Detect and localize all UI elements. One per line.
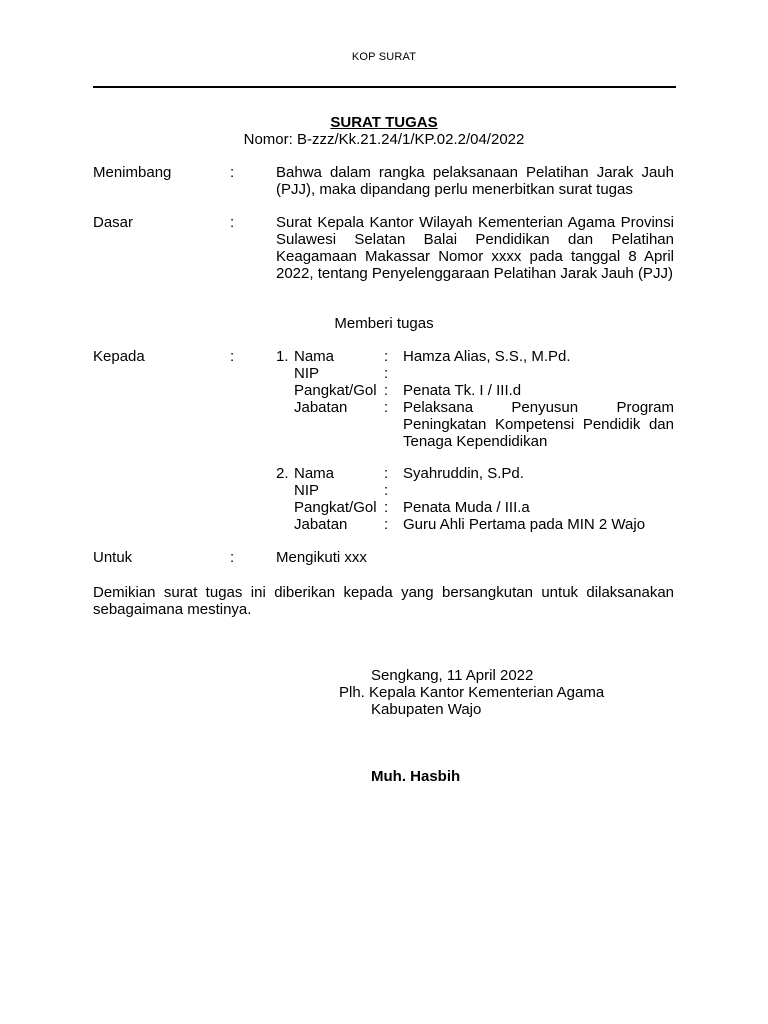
dasar-colon: : — [230, 214, 235, 231]
person-2-nip-label: NIP — [294, 482, 320, 499]
person-2-nama: Syahruddin, S.Pd. — [403, 465, 524, 482]
signature-position-line1: Plh. Kepala Kantor Kementerian Agama — [339, 684, 605, 701]
person-2-nama-label: Nama — [294, 465, 335, 482]
closing-paragraph: Demikian surat tugas ini diberikan kepada yang bersangkutan untuk dilaksanakan sebagaimana mestinya. — [93, 584, 674, 618]
person-1-nip-colon: : — [384, 365, 389, 382]
person-1-nama-colon: : — [384, 348, 389, 365]
menimbang-colon: : — [230, 164, 235, 181]
person-2-nip-colon: : — [384, 482, 389, 499]
kepada-label: Kepada — [93, 348, 145, 365]
person-1-nama-label: Nama — [294, 348, 335, 365]
person-1-jabatan: Pelaksana Penyusun Program Peningkatan Kompetensi Pendidik dan Tenaga Kependidikan — [403, 399, 674, 450]
person-1-jabatan-colon: : — [384, 399, 389, 416]
person-2-nama-colon: : — [384, 465, 389, 482]
person-2-jabatan: Guru Ahli Pertama pada MIN 2 Wajo — [403, 516, 646, 533]
letter-title-text: SURAT TUGAS — [330, 114, 438, 131]
menimbang-label: Menimbang — [93, 164, 172, 181]
person-2-pangkat-label: Pangkat/Gol — [294, 499, 377, 516]
letter-title — [0, 114, 768, 131]
dasar-text: Surat Kepala Kantor Wilayah Kementerian Agama Provinsi Sulawesi Selatan Balai Pendidikan dan Pelatihan Keagamaan Makassar Nomor xxxx pada tanggal 8 April 2022, tentang Penyelenggaraan Pelatihan Jarak Jauh (PJJ) — [276, 214, 674, 282]
untuk-colon: : — [230, 549, 235, 566]
untuk-label: Untuk — [93, 549, 133, 566]
person-1-pangkat-label: Pangkat/Gol — [294, 382, 377, 399]
signature-place-date: Sengkang, 11 April 2022 — [371, 667, 534, 684]
person-1-pangkat: Penata Tk. I / III.d — [403, 382, 522, 399]
kepada-colon: : — [230, 348, 235, 365]
memberi-tugas: Memberi tugas — [334, 315, 434, 332]
kop-surat: KOP SURAT — [351, 51, 417, 63]
header-rule — [93, 86, 676, 88]
person-2-jabatan-label: Jabatan — [294, 516, 348, 533]
person-2-number: 2. — [276, 465, 289, 482]
letter-number: Nomor: B-zzz/Kk.21.24/1/KP.02.2/04/2022 — [243, 131, 525, 148]
untuk-text: Mengikuti xxx — [276, 549, 367, 566]
person-1-number: 1. — [276, 348, 289, 365]
signature-position-line2: Kabupaten Wajo — [371, 701, 482, 718]
person-2-pangkat: Penata Muda / III.a — [403, 499, 530, 516]
signer-name: Muh. Hasbih — [371, 768, 461, 785]
person-1-jabatan-label: Jabatan — [294, 399, 348, 416]
person-2-jabatan-colon: : — [384, 516, 389, 533]
menimbang-text: Bahwa dalam rangka pelaksanaan Pelatihan Jarak Jauh (PJJ), maka dipandang perlu menerbitkan surat tugas — [276, 164, 674, 198]
dasar-label: Dasar — [93, 214, 134, 231]
person-1-pangkat-colon: : — [384, 382, 389, 399]
person-2-pangkat-colon: : — [384, 499, 389, 516]
person-1-nama: Hamza Alias, S.S., M.Pd. — [403, 348, 571, 365]
person-1-nip-label: NIP — [294, 365, 320, 382]
